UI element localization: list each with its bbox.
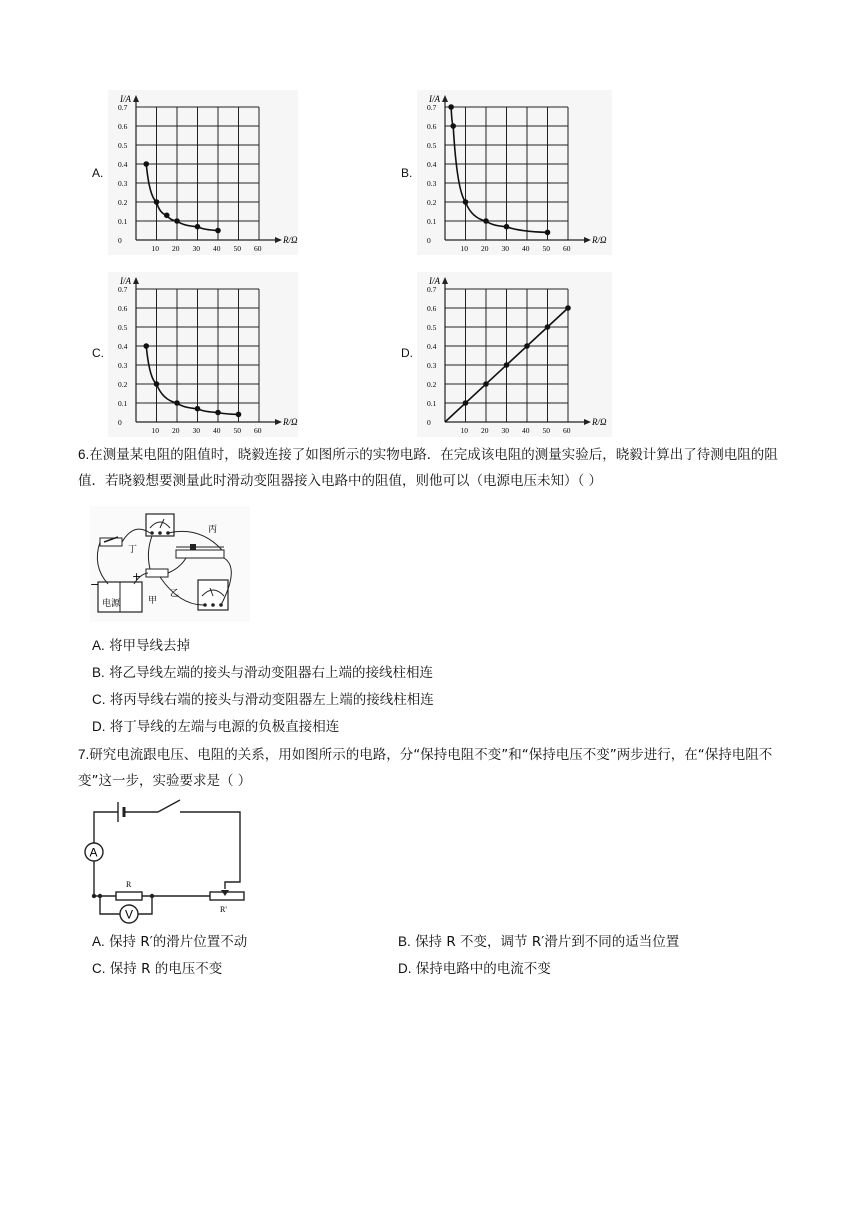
battery-label: 电源: [102, 599, 121, 609]
graph-b-y-axis-label: I/A: [429, 94, 440, 104]
graph-b-data-point: [483, 218, 489, 224]
graph-c-x-tick: 10: [151, 426, 159, 435]
graph-d-data-point: [524, 343, 530, 349]
graph-c-data-point: [195, 406, 201, 412]
graph-b-x-tick: 30: [501, 244, 509, 253]
graph-d-y-tick: 0: [427, 418, 431, 427]
q7-choice-d-text: 保持电路中的电流不变: [415, 961, 551, 977]
graph-b-data-point: [545, 230, 551, 236]
graph-d-x-tick: 30: [501, 426, 509, 435]
graph-a-y-tick: 0.2: [118, 198, 128, 207]
graph-b: [417, 90, 612, 259]
graph-d-y-tick: 0.6: [427, 304, 437, 313]
graph-c-x-tick: 30: [192, 426, 200, 435]
graph-a-x-tick: 20: [172, 244, 180, 253]
wire-label-jia: 甲: [148, 596, 158, 606]
graph-b-x-axis-label: R/Ω: [592, 235, 607, 245]
graph-c-x-tick: 20: [172, 426, 180, 435]
graph-b-y-tick: 0.3: [427, 179, 437, 188]
graph-b-svg: [417, 90, 612, 255]
switch-icon: [100, 537, 122, 546]
wire-label-yi: 乙: [170, 589, 180, 599]
q7-choice-d[interactable]: [398, 959, 551, 979]
graph-b-x-tick: 20: [481, 244, 489, 253]
q6-choice-c-label: C.: [92, 692, 106, 707]
graph-d-x-tick: 60: [563, 426, 571, 435]
graph-d-data-point: [504, 362, 510, 368]
graph-c-y-tick: 0: [118, 418, 122, 427]
graph-a-data-point: [164, 213, 170, 219]
graph-a-data-point: [154, 199, 160, 205]
graph-d-data-point: [463, 400, 469, 406]
graph-c-data-point: [236, 412, 242, 418]
voltmeter-icon: [120, 905, 138, 923]
graph-a-x-tick: 30: [192, 244, 200, 253]
q6-choice-b[interactable]: [92, 663, 433, 683]
q7-choice-b-label: B.: [398, 934, 411, 949]
wire-label-ding: 丁: [128, 545, 138, 555]
graph-b-y-tick: 0.2: [427, 198, 437, 207]
graph-d-x-tick: 10: [460, 426, 468, 435]
graph-d-y-tick: 0.3: [427, 361, 437, 370]
option-a-label: A.: [92, 166, 104, 180]
graph-c-y-tick: 0.7: [118, 285, 128, 294]
graph-a-data-point: [215, 228, 221, 234]
graph-d-y-tick: 0.5: [427, 323, 437, 332]
graph-c-y-tick: 0.2: [118, 380, 128, 389]
graph-d-y-axis-label: I/A: [429, 276, 440, 286]
q6-choice-d[interactable]: [92, 717, 339, 737]
graph-a-svg: [108, 90, 298, 255]
graph-d-svg: [417, 272, 612, 437]
q6-choice-a-text: 将甲导线去掉: [109, 638, 191, 654]
graph-c-y-tick: 0.1: [118, 399, 128, 408]
graph-c-data-point: [143, 343, 149, 349]
graph-c-x-axis-label: R/Ω: [283, 417, 298, 427]
graph-c: [108, 272, 298, 441]
graph-c-svg: [108, 272, 298, 437]
graph-a-y-tick: 0.3: [118, 179, 128, 188]
rheostat-label: R': [220, 905, 227, 914]
resistor-device-icon: [146, 569, 168, 577]
wire-label-bing: 丙: [208, 525, 218, 535]
graph-d-y-tick: 0.1: [427, 399, 437, 408]
graph-c-x-tick: 60: [254, 426, 262, 435]
graph-c-y-tick: 0.6: [118, 304, 128, 313]
graph-d-background: [417, 272, 612, 437]
graph-a-x-tick: 50: [233, 244, 241, 253]
q6-choice-b-label: B.: [92, 665, 105, 680]
graph-a-y-tick: 0.1: [118, 217, 128, 226]
graph-b-y-tick: 0.5: [427, 141, 437, 150]
graph-c-data-point: [154, 381, 160, 387]
option-d-label: D.: [401, 346, 413, 360]
graph-c-y-tick: 0.5: [118, 323, 128, 332]
graph-c-y-axis-label: I/A: [120, 276, 131, 286]
q7-choice-a[interactable]: [92, 932, 247, 952]
graph-b-data-point: [463, 199, 469, 205]
graph-a-x-tick: 40: [213, 244, 221, 253]
svg-text:A: A: [89, 845, 98, 860]
q7-choice-a-label: A.: [92, 934, 105, 949]
battery-plus-label: +: [132, 570, 142, 583]
graph-a-y-tick: 0.5: [118, 141, 128, 150]
graph-a-y-tick: 0.4: [118, 160, 128, 169]
graph-c-data-point: [174, 400, 180, 406]
graph-c-x-tick: 50: [233, 426, 241, 435]
q6-choice-d-label: D.: [92, 719, 106, 734]
option-b-label: B.: [401, 166, 413, 180]
graph-b-data-point: [504, 224, 510, 230]
graph-b-y-tick: 0: [427, 236, 431, 245]
graph-a: [108, 90, 298, 259]
q6-choice-b-text: 将乙导线左端的接头与滑动变阻器右上端的接线柱相连: [109, 665, 434, 681]
q6-choice-c-text: 将丙导线右端的接头与滑动变阻器左上端的接线柱相连: [109, 692, 434, 708]
graph-d: [417, 272, 612, 441]
graph-d-y-tick: 0.4: [427, 342, 437, 351]
question-6-text: 在测量某电阻的阻值时，晓毅连接了如图所示的实物电路．在完成该电阻的测量实验后，晓毅计算出了待测电阻的阻值．若晓毅想要测量此时滑动变阻器接入电路中的阻值，则他可以（电源电压未知）（ ）: [78, 447, 778, 489]
question-7-number: 7.: [78, 747, 90, 762]
graph-b-data-point: [448, 104, 454, 110]
graph-d-data-point: [483, 381, 489, 387]
graph-a-y-tick: 0.7: [118, 103, 128, 112]
question-7-text: 研究电流跟电压、电阻的关系，用如图所示的电路，分“保持电阻不变”和“保持电压不变”两步进行，在“保持电阻不变”这一步，实验要求是（ ）: [78, 747, 773, 789]
q7-choice-b-text: 保持 R 不变，调节 R′滑片到不同的适当位置: [415, 934, 680, 950]
graph-a-y-tick: 0.6: [118, 122, 128, 131]
graph-b-x-tick: 10: [460, 244, 468, 253]
q7-choice-c-label: C.: [92, 961, 106, 976]
graph-a-data-point: [143, 161, 149, 167]
battery-minus-label: −: [90, 578, 100, 591]
graph-d-x-tick: 20: [481, 426, 489, 435]
graph-d-y-tick: 0.2: [427, 380, 437, 389]
graph-a-y-tick: 0: [118, 236, 122, 245]
graph-d-x-tick: 40: [522, 426, 530, 435]
graph-b-data-point: [450, 123, 456, 129]
graph-c-y-tick: 0.3: [118, 361, 128, 370]
graph-a-data-point: [195, 224, 201, 230]
graph-c-y-tick: 0.4: [118, 342, 128, 351]
q7-choice-c[interactable]: [92, 959, 222, 979]
q6-choice-a-label: A.: [92, 638, 105, 653]
graph-b-background: [417, 90, 612, 255]
question-6: [78, 442, 788, 494]
svg-text:V: V: [125, 907, 134, 922]
graph-c-x-tick: 40: [213, 426, 221, 435]
q6-circuit-figure: [90, 506, 250, 626]
graph-c-data-point: [215, 410, 221, 416]
graph-b-x-tick: 60: [563, 244, 571, 253]
question-6-number: 6.: [78, 447, 90, 462]
graph-b-y-tick: 0.4: [427, 160, 437, 169]
graph-a-y-axis-label: I/A: [120, 94, 131, 104]
question-7: [78, 742, 788, 794]
option-c-label: C.: [92, 346, 104, 360]
q7-choice-b[interactable]: [398, 932, 679, 952]
ammeter-icon: [85, 843, 103, 861]
graph-b-y-tick: 0.6: [427, 122, 437, 131]
q7-choice-a-text: 保持 R′的滑片位置不动: [109, 934, 248, 950]
graph-d-data-point: [565, 305, 571, 311]
q7-circuit-figure: [80, 796, 250, 930]
q6-choice-a[interactable]: [92, 636, 190, 656]
resistor-label: R: [126, 880, 132, 889]
q7-choice-c-text: 保持 R 的电压不变: [109, 961, 223, 977]
graph-b-x-tick: 40: [522, 244, 530, 253]
graph-d-y-tick: 0.7: [427, 285, 437, 294]
graph-a-x-tick: 60: [254, 244, 262, 253]
graph-b-x-tick: 50: [542, 244, 550, 253]
graph-d-data-point: [545, 324, 551, 330]
graph-d-x-axis-label: R/Ω: [592, 417, 607, 427]
q6-choice-d-text: 将丁导线的左端与电源的负极直接相连: [109, 719, 340, 735]
q6-choice-c[interactable]: [92, 690, 434, 710]
graph-a-data-point: [174, 218, 180, 224]
graph-a-x-axis-label: R/Ω: [283, 235, 298, 245]
graph-a-x-tick: 10: [151, 244, 159, 253]
graph-d-x-tick: 50: [542, 426, 550, 435]
q7-choice-d-label: D.: [398, 961, 412, 976]
graph-b-y-tick: 0.7: [427, 103, 437, 112]
graph-b-y-tick: 0.1: [427, 217, 437, 226]
